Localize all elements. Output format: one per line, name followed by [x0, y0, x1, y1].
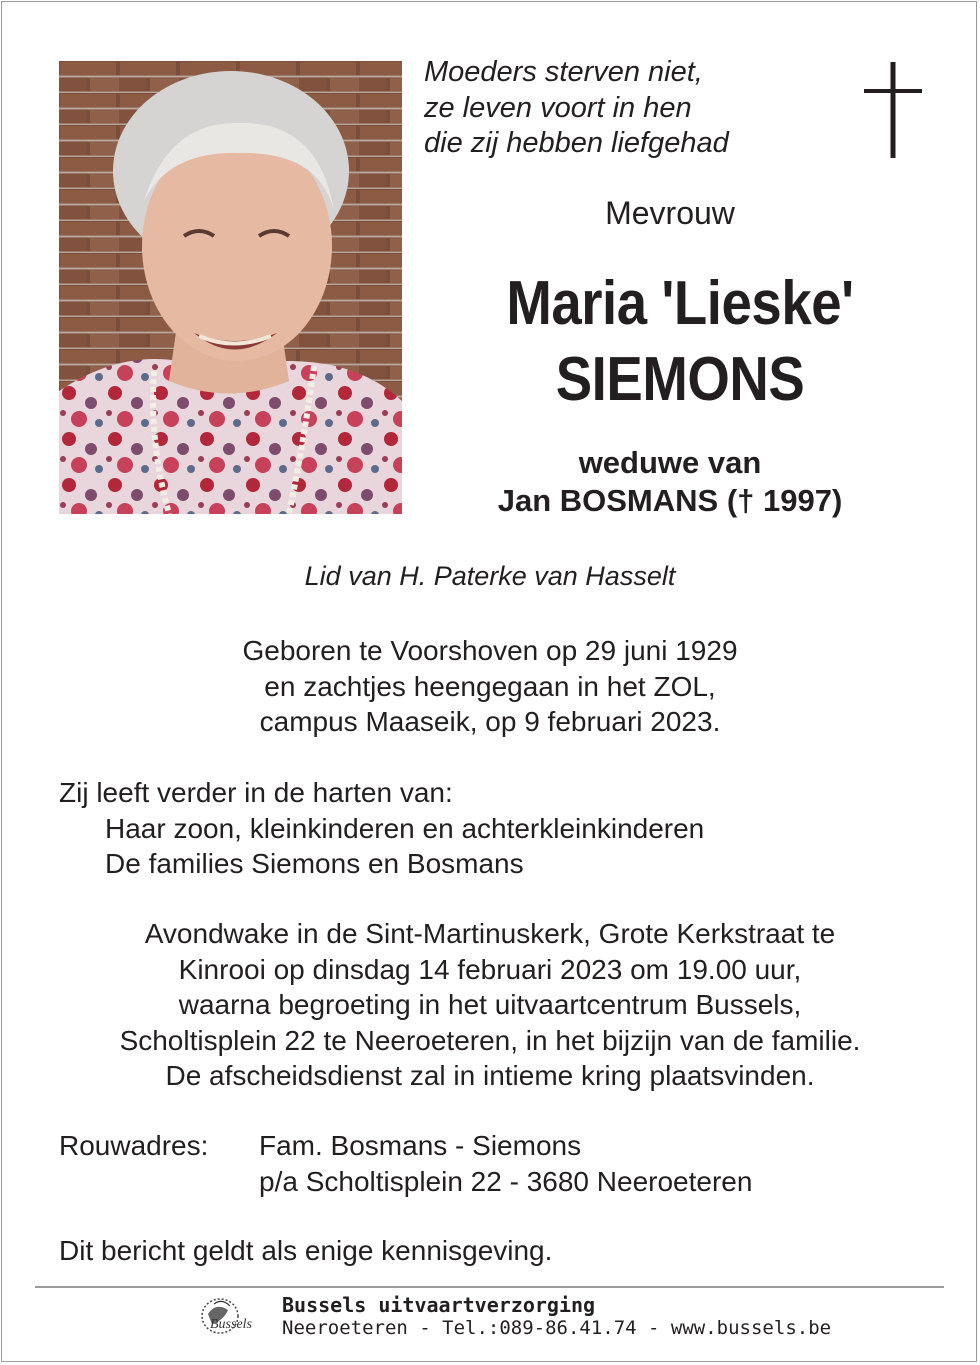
quote-line: ze leven voort in hen — [424, 91, 692, 124]
company-name: Bussels uitvaartverzorging — [282, 1293, 596, 1317]
spouse-name: Jan BOSMANS († 1997) — [497, 483, 843, 518]
wake-line: De afscheidsdienst zal in intieme kring plaatsvinden. — [165, 1060, 815, 1091]
bussels-logo — [196, 1294, 272, 1342]
footer — [282, 1294, 831, 1340]
quote — [424, 55, 729, 162]
survivors — [59, 775, 704, 882]
quote-line: die zij hebben liefgehad — [424, 127, 729, 159]
widow-label: weduwe van — [578, 445, 762, 480]
survivor-line: De families Siemons en Bosmans — [105, 848, 524, 879]
wake-line: waarna begroeting in het uitvaartcentrum Bussels, — [178, 989, 802, 1020]
salutation: Mevrouw — [605, 195, 735, 231]
name-first: Maria 'Lieske' — [506, 269, 854, 338]
birth-line: campus Maaseik, op 9 februari 2023. — [259, 706, 721, 737]
name-last: SIEMONS — [555, 345, 805, 414]
birth-line: en zachtjes heengegaan in het ZOL, — [264, 670, 716, 702]
notice: Dit bericht geldt als enige kennisgeving. — [59, 1235, 553, 1266]
deceased-name — [434, 266, 927, 418]
address-line: Fam. Bosmans - Siemons — [259, 1130, 582, 1161]
birth-death-info — [0, 633, 980, 740]
quote-line: Moeders sterven niet, — [424, 56, 703, 88]
cross-icon — [864, 62, 922, 158]
address-label: Rouwadres: — [59, 1130, 209, 1161]
logo-text: Bussels — [210, 1317, 252, 1332]
address-line: p/a Scholtisplein 22 - 3680 Neeroeteren — [259, 1165, 753, 1197]
survivors-intro: Zij leeft verder in de harten van: — [59, 777, 453, 808]
wake-line: Scholtisplein 22 te Neeroeteren, in het bijzijn van de familie. — [119, 1024, 861, 1056]
survivor-line: Haar zoon, kleinkinderen en achterkleinkinderen — [105, 812, 705, 844]
address-value — [259, 1128, 752, 1199]
wake-info — [0, 916, 980, 1094]
widow-of — [420, 444, 920, 520]
wake-line: Kinrooi op dinsdag 14 februari 2023 om 19.00 uur, — [178, 953, 802, 985]
divider — [35, 1286, 944, 1288]
wake-line: Avondwake in de Sint-Martinuskerk, Grote Kerkstraat te — [144, 918, 836, 949]
company-contact: Neeroeteren - Tel.:089-86.41.74 - www.bussels.be — [282, 1317, 832, 1339]
portrait-photo — [59, 61, 402, 514]
membership: Lid van H. Paterke van Hasselt — [304, 561, 676, 591]
birth-line: Geboren te Voorshoven op 29 juni 1929 — [242, 635, 738, 666]
